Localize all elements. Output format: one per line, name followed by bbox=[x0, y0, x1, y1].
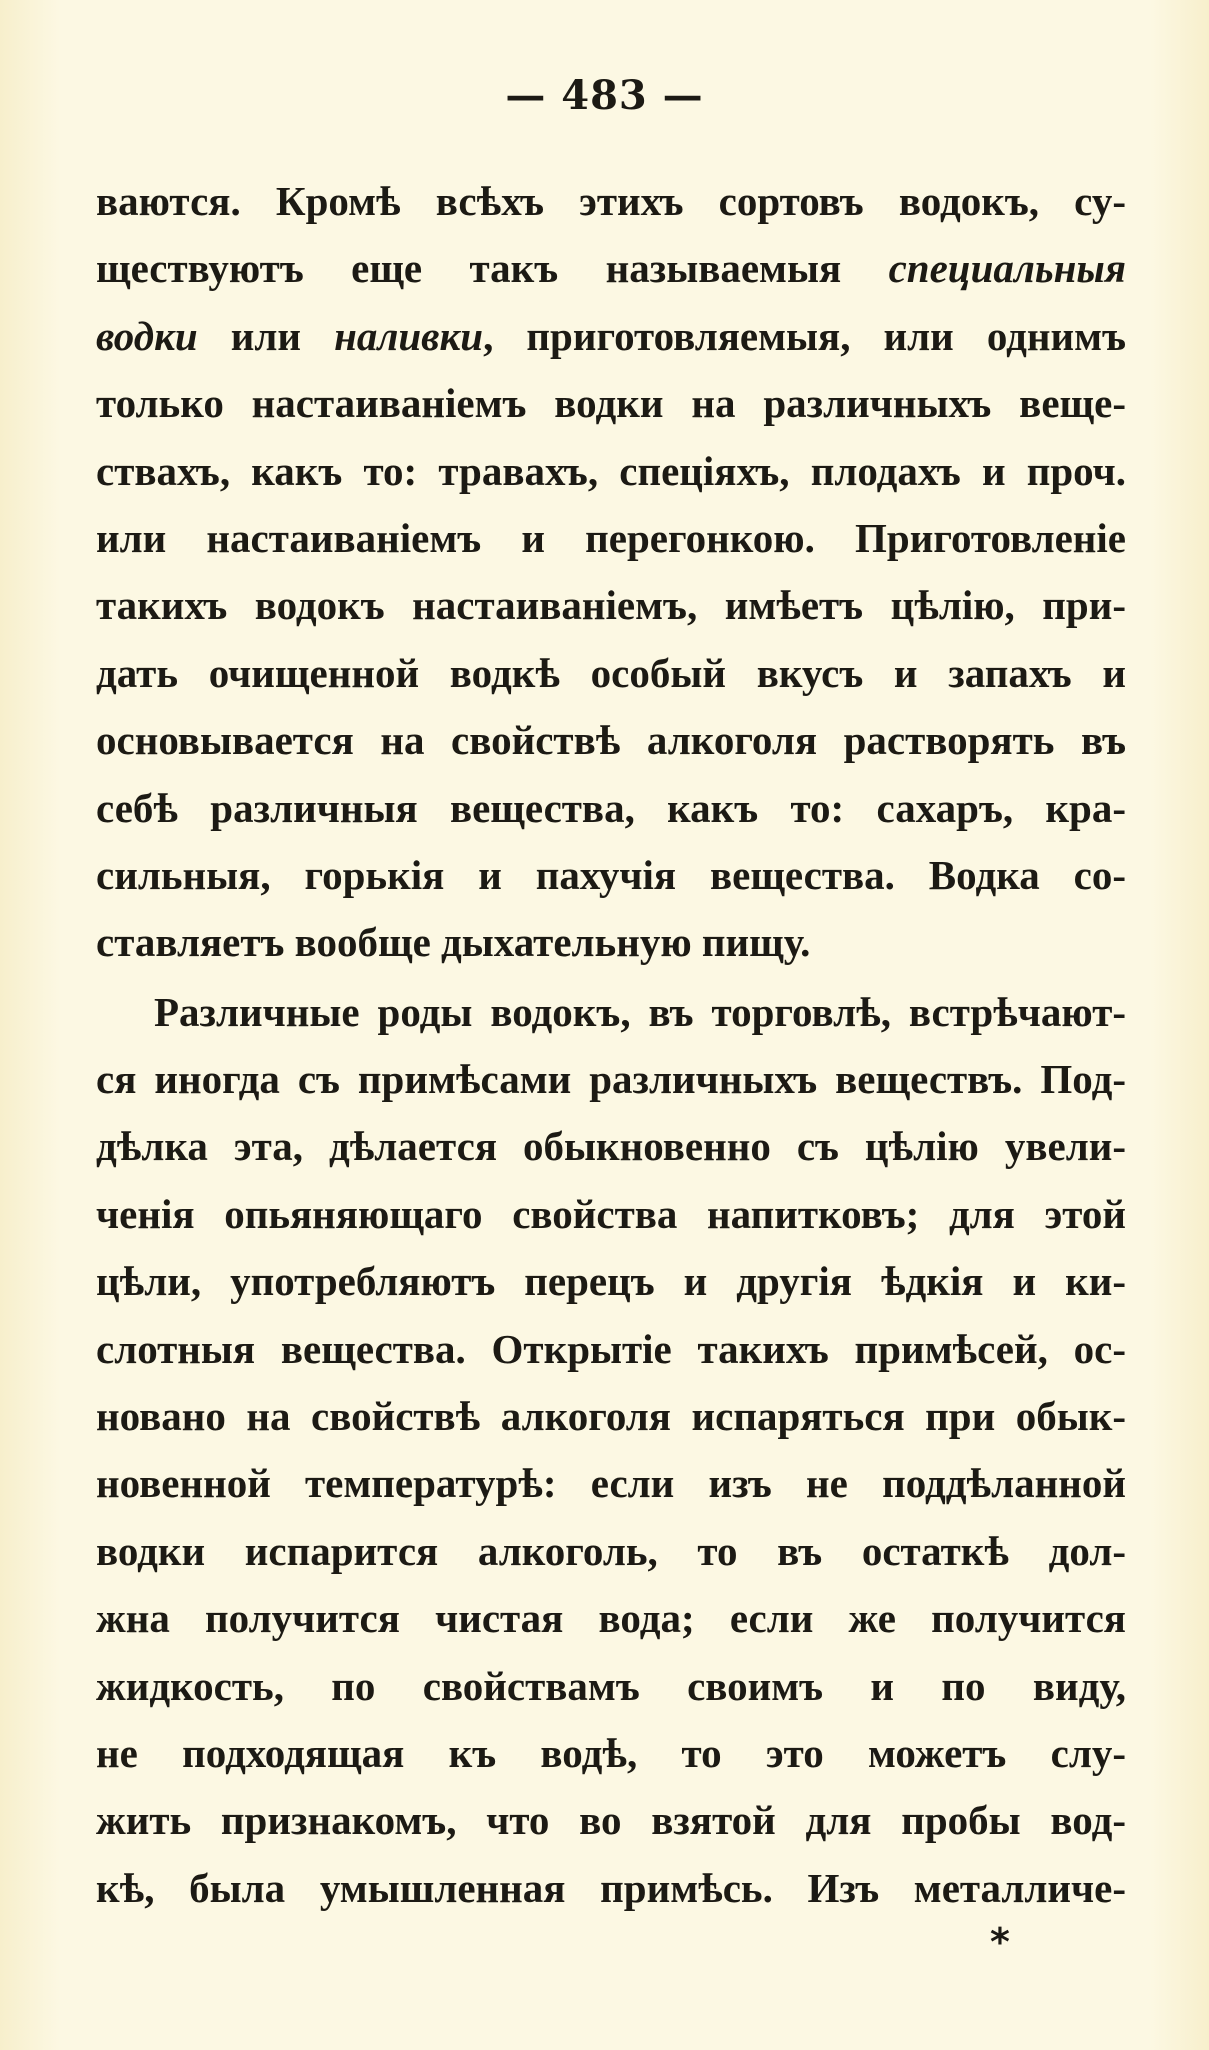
text-run: себѣ различныя вещества, какъ то: сахаръ, кра- bbox=[96, 784, 1126, 831]
text-run: ствахъ, какъ то: травахъ, спеціяхъ, плодахъ и проч. bbox=[96, 447, 1126, 494]
text-line bbox=[96, 842, 1126, 909]
text-line bbox=[96, 1653, 1126, 1720]
text-run: Различные роды водокъ, въ торговлѣ, встрѣчают- bbox=[154, 988, 1126, 1035]
text-run: жить признакомъ, что во взятой для пробы вод- bbox=[96, 1797, 1126, 1844]
text-line bbox=[96, 1046, 1126, 1113]
text-run: водки испарится алкоголь, то въ остаткѣ дол- bbox=[96, 1527, 1126, 1574]
text-line bbox=[96, 303, 1126, 370]
text-line bbox=[96, 1248, 1126, 1315]
text-run: ставляетъ вообще дыхательную пищу. bbox=[96, 919, 811, 966]
text-line bbox=[96, 1316, 1126, 1383]
text-run: новано на свойствѣ алкоголя испаряться при обык- bbox=[96, 1393, 1126, 1440]
text-run: слотныя вещества. Открытіе такихъ примѣсей, ос- bbox=[96, 1325, 1126, 1372]
text-run: ваются. Кромѣ всѣхъ этихъ сортовъ водокъ, су- bbox=[96, 178, 1126, 224]
text-run: такихъ водокъ настаиваніемъ, имѣетъ цѣлію, при- bbox=[96, 582, 1126, 629]
text-line bbox=[96, 1181, 1126, 1248]
text-line bbox=[96, 1585, 1126, 1652]
text-run: дѣлка эта, дѣлается обыкновенно съ цѣлію увели- bbox=[96, 1123, 1126, 1170]
text-run: не подходящая къ водѣ, то это можетъ слу- bbox=[96, 1729, 1126, 1776]
text-run: ществуютъ еще такъ называемыя bbox=[96, 245, 889, 292]
page-number: — 483 — bbox=[505, 72, 704, 119]
text-line bbox=[96, 1450, 1126, 1517]
text-line bbox=[96, 235, 1126, 302]
text-line bbox=[96, 505, 1126, 572]
text-run: новенной температурѣ: если изъ не поддѣланной bbox=[96, 1460, 1126, 1507]
text-line bbox=[96, 775, 1126, 842]
text-line bbox=[96, 707, 1126, 774]
italic-term: водки bbox=[96, 312, 198, 359]
paragraph-first-line bbox=[96, 979, 1126, 1046]
text-line bbox=[96, 370, 1126, 437]
text-line bbox=[96, 438, 1126, 505]
text-run: ченія опьяняющаго свойства напитковъ; для этой bbox=[96, 1190, 1126, 1237]
text-run: основывается на свойствѣ алкоголя растворять въ bbox=[96, 717, 1126, 764]
text-line bbox=[96, 1720, 1126, 1787]
text-run: только настаиваніемъ водки на различныхъ веще- bbox=[96, 380, 1126, 427]
italic-term: специальныя bbox=[888, 245, 1126, 292]
body-text bbox=[96, 168, 1126, 1922]
text-line bbox=[96, 1518, 1126, 1585]
text-run: жна получится чистая вода; если же получится bbox=[96, 1595, 1126, 1642]
text-line bbox=[96, 909, 1126, 976]
text-run: , приготовляемыя, или однимъ bbox=[483, 312, 1126, 359]
text-run: сильныя, горькія и пахучія вещества. Водка со- bbox=[96, 851, 1126, 898]
text-line bbox=[96, 1383, 1126, 1450]
italic-term: наливки bbox=[334, 312, 484, 359]
text-run: или bbox=[197, 312, 335, 359]
text-run: или настаиваніемъ и перегонкою. Приготовленіе bbox=[96, 514, 1126, 561]
signature-mark: * bbox=[990, 1920, 1010, 1964]
text-run: жидкость, по свойствамъ своимъ и по виду, bbox=[96, 1662, 1126, 1709]
text-run: дать очищенной водкѣ особый вкусъ и запахъ и bbox=[96, 649, 1126, 696]
text-line bbox=[96, 168, 1126, 235]
text-run: кѣ, была умышленная примѣсь. Изъ металличе- bbox=[96, 1864, 1126, 1911]
text-line bbox=[96, 640, 1126, 707]
text-line bbox=[96, 1113, 1126, 1180]
text-run: ся иногда съ примѣсами различныхъ веществъ. Под- bbox=[96, 1056, 1126, 1103]
text-line bbox=[96, 1855, 1126, 1922]
text-line bbox=[96, 572, 1126, 639]
text-line bbox=[96, 1787, 1126, 1854]
text-run: цѣли, употребляютъ перецъ и другія ѣдкія и ки- bbox=[96, 1258, 1126, 1305]
